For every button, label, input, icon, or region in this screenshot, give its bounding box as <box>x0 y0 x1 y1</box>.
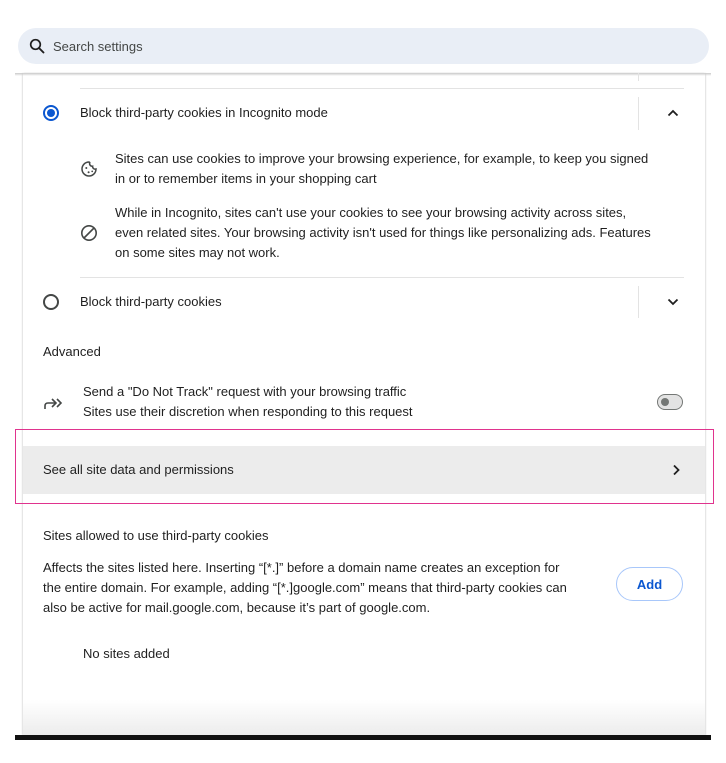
detail-text: Sites can use cookies to improve your browsing experience, for example, to keep you signed <box>115 151 649 166</box>
add-site-button[interactable]: Add <box>616 567 683 601</box>
divider <box>638 97 639 130</box>
search-bar[interactable] <box>18 28 709 64</box>
site-data-permissions-row[interactable] <box>23 446 705 494</box>
dnt-subtitle: Sites use their discretion when responding to this request <box>83 404 413 419</box>
option-block-label: Block third-party cookies <box>80 294 222 309</box>
divider <box>638 73 639 81</box>
chevron-right-icon <box>669 463 683 482</box>
allowed-sites-description: the entire domain. For example, adding “[*.]google.com” means that third-party cookies can <box>43 580 567 595</box>
divider <box>80 88 684 89</box>
divider <box>638 286 639 318</box>
site-data-label: See all site data and permissions <box>43 462 234 477</box>
search-icon <box>29 38 45 54</box>
detail-text: in or to remember items in your shopping cart <box>115 171 377 186</box>
detail-text: While in Incognito, sites can't use your cookies to see your browsing activity across sites, <box>115 205 627 220</box>
detail-text: even related sites. Your browsing activity isn't used for things like personalizing ads. Features <box>115 225 651 240</box>
do-not-track-icon <box>43 394 63 417</box>
block-icon <box>80 224 98 247</box>
scroll-shadow-bottom <box>23 700 705 735</box>
allowed-sites-heading: Sites allowed to use third-party cookies <box>43 528 269 543</box>
do-not-track-toggle[interactable] <box>657 394 683 410</box>
allowed-sites-description: Affects the sites listed here. Inserting “[*.]” before a domain name creates an exception for <box>43 560 560 575</box>
option-incognito-label: Block third-party cookies in Incognito mode <box>80 105 328 120</box>
radio-block-third-party[interactable] <box>43 294 59 310</box>
chevron-up-icon[interactable] <box>666 106 680 125</box>
scroll-shadow-top <box>15 73 711 76</box>
cookie-icon <box>80 160 98 183</box>
detail-text: on some sites may not work. <box>115 245 280 260</box>
window-bottom-edge <box>15 735 711 740</box>
chevron-down-icon[interactable] <box>666 295 680 314</box>
dnt-title: Send a "Do Not Track" request with your browsing traffic <box>83 384 407 399</box>
no-sites-text: No sites added <box>83 646 170 661</box>
allowed-sites-description: also be active for mail.google.com, because it’s part of google.com. <box>43 600 431 615</box>
divider <box>80 277 684 278</box>
radio-incognito[interactable] <box>43 105 59 121</box>
advanced-heading: Advanced <box>43 344 101 359</box>
search-input[interactable] <box>51 38 555 55</box>
